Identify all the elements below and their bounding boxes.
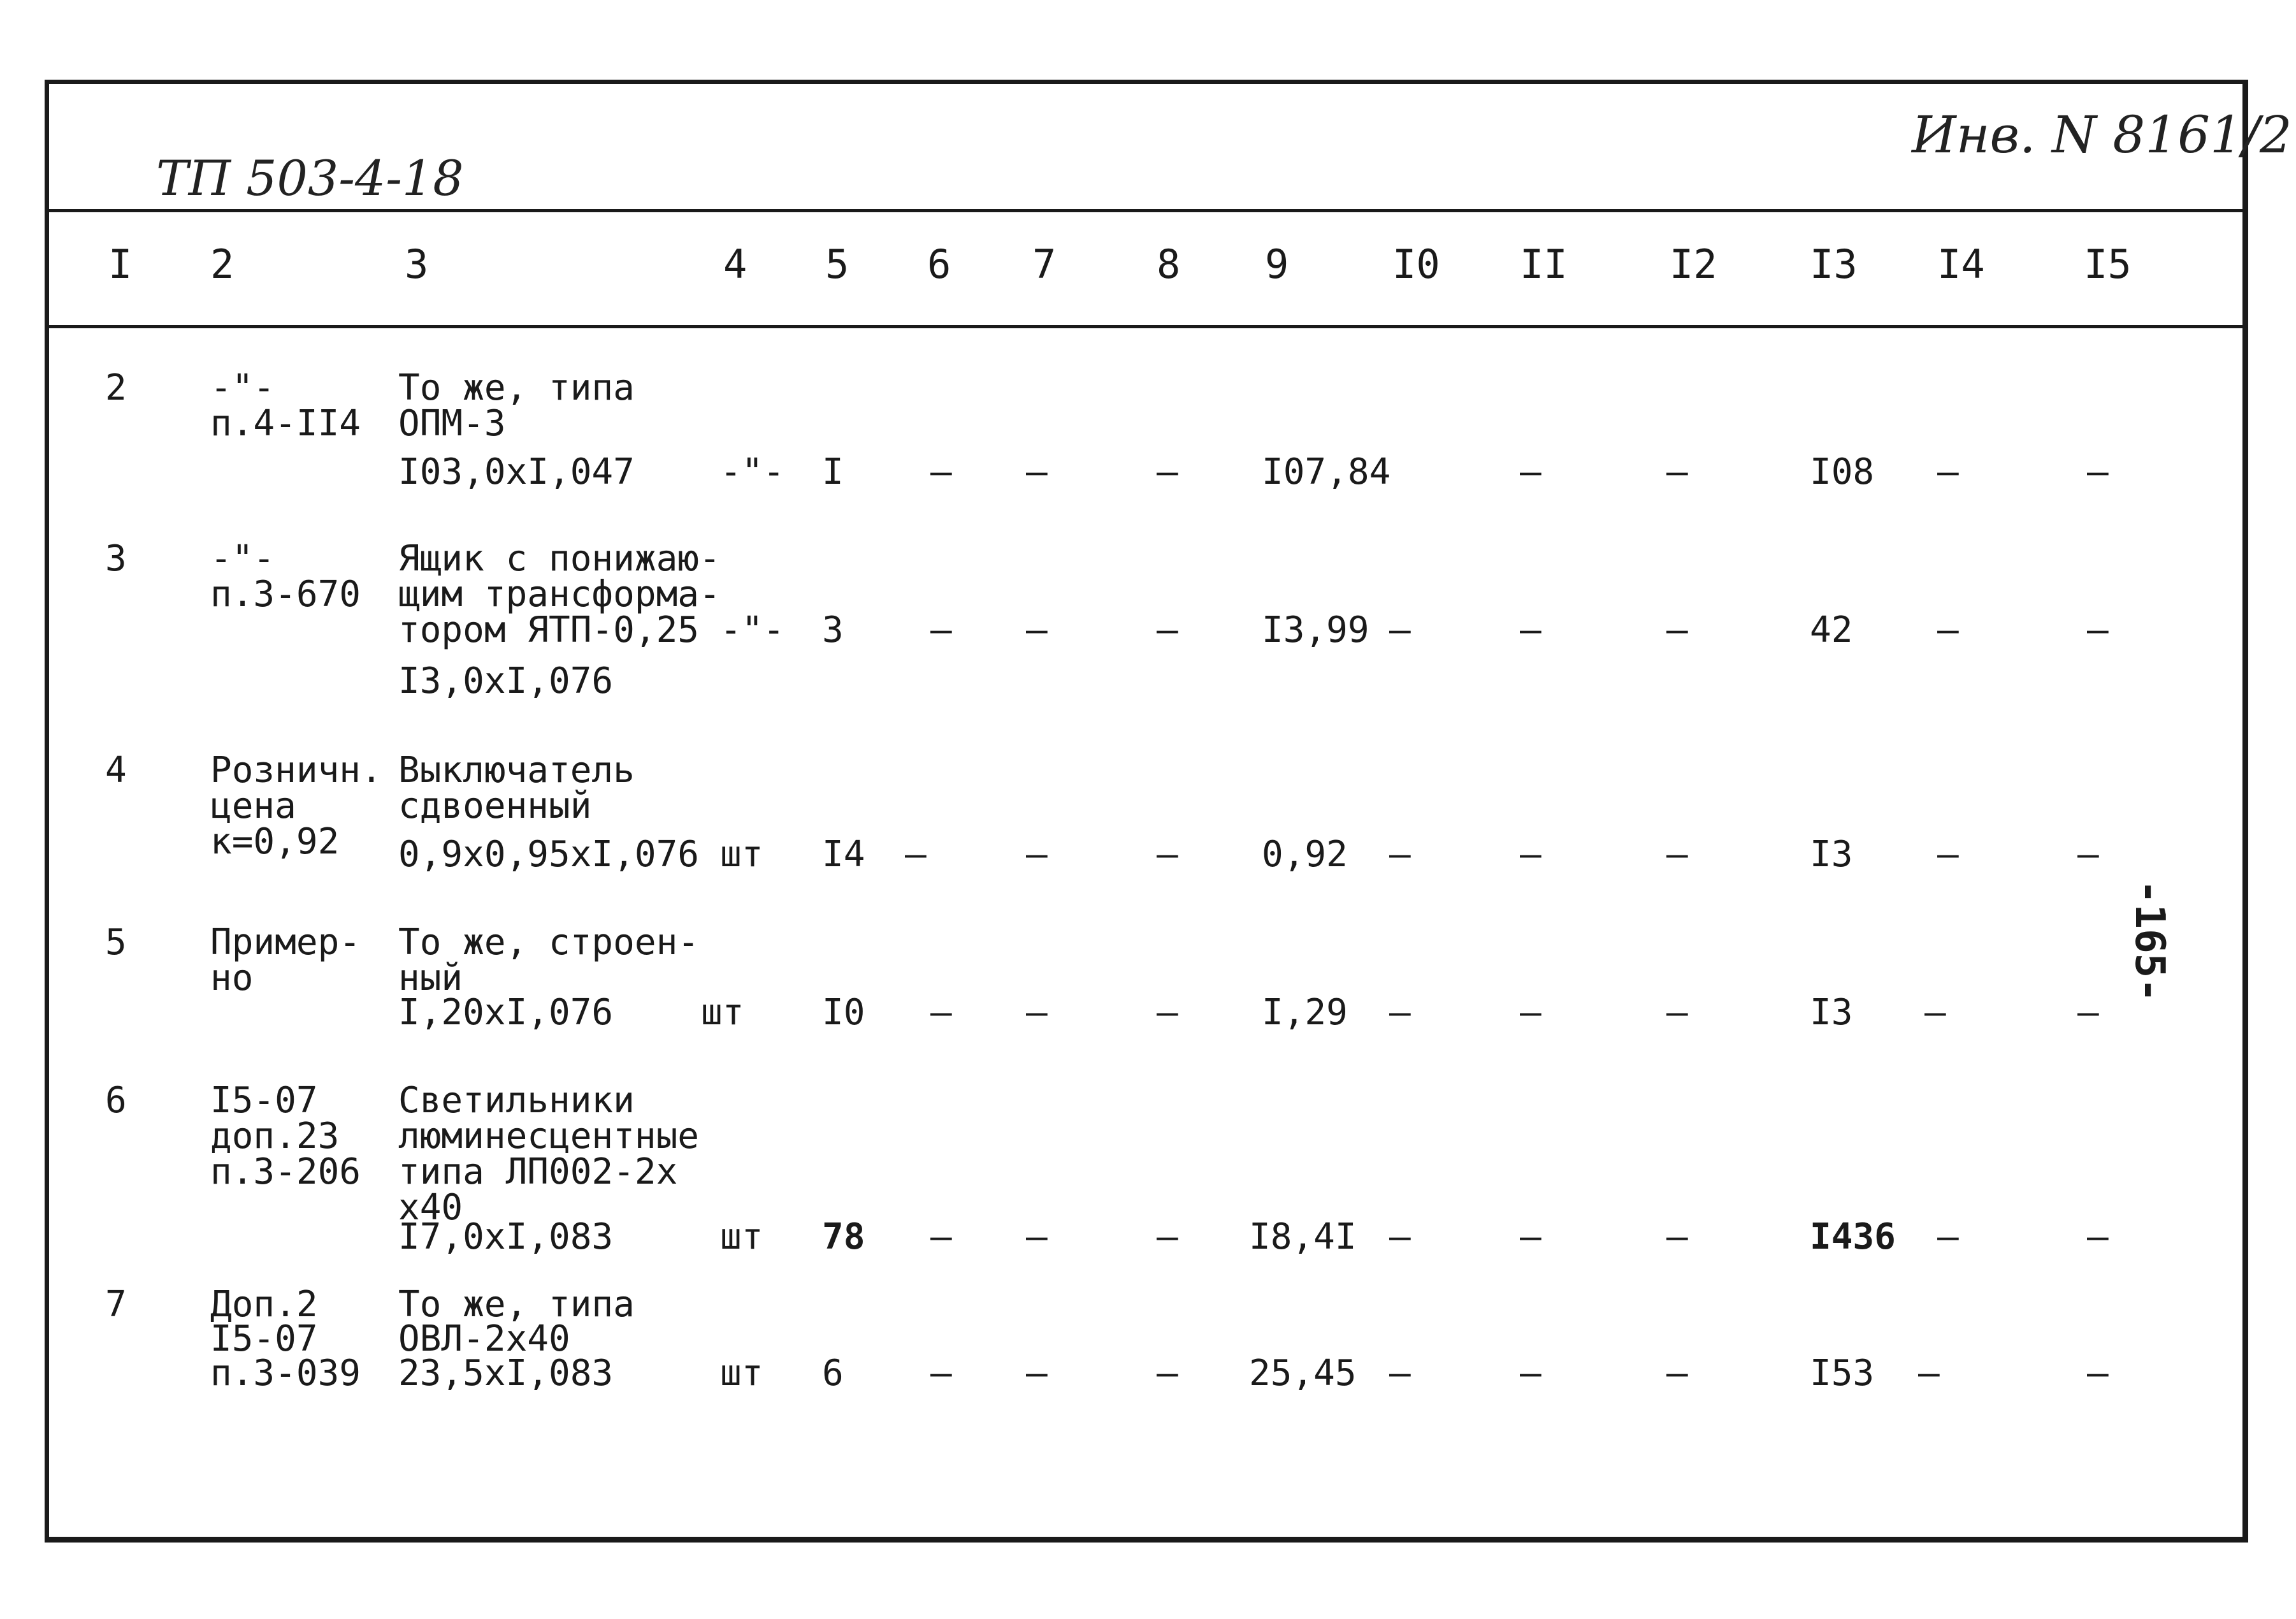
cell-col11: – (1520, 609, 1541, 651)
cell-col7: – (1026, 992, 1048, 1033)
calc-formula: I3,0xI,076 (398, 660, 614, 702)
quantity: 6 (822, 1353, 844, 1394)
cell-col6: – (930, 609, 952, 651)
desc-line: Выключатель (398, 750, 635, 791)
unit: шт (720, 1216, 763, 1258)
desc-line: ОВЛ-2х40 (398, 1318, 570, 1360)
column-header: 3 (405, 241, 429, 287)
code-line: Доп.2 (210, 1284, 318, 1325)
cell-col6: – (930, 451, 952, 493)
row-number: 7 (105, 1284, 127, 1325)
quantity: 78 (822, 1216, 865, 1258)
cell-col8: – (1157, 834, 1178, 875)
desc-line: ный (398, 957, 463, 999)
cell-col9: I07,84 (1262, 451, 1391, 493)
column-header: I0 (1392, 241, 1440, 287)
code-line: п.4-II4 (210, 403, 361, 444)
column-header: 8 (1157, 241, 1181, 287)
column-header: 5 (825, 241, 849, 287)
cell-col11: – (1520, 834, 1541, 875)
cell-col10: – (1389, 992, 1411, 1033)
column-header: 4 (723, 241, 747, 287)
calc-formula: 0,9x0,95xI,076 (398, 834, 700, 875)
code-line: Пример- (210, 922, 361, 963)
cell-col6: – (930, 1353, 952, 1394)
quantity: I (822, 451, 844, 493)
cell-col9: I8,4I (1249, 1216, 1357, 1258)
column-header: I5 (2084, 241, 2132, 287)
cell-col15: – (2087, 1353, 2109, 1394)
cell-col13: I3 (1810, 834, 1853, 875)
cell-col11: – (1520, 1353, 1541, 1394)
header-top-rule (45, 209, 2248, 212)
cell-col12: – (1666, 1216, 1688, 1258)
row-number: 4 (105, 750, 127, 791)
desc-line: Ящик с понижаю- (398, 538, 721, 579)
cell-col8: – (1157, 1353, 1178, 1394)
cell-col14: – (1937, 1216, 1959, 1258)
desc-line: Светильники (398, 1080, 635, 1121)
calc-formula: I,20xI,076 (398, 992, 614, 1033)
cell-col13: I3 (1810, 992, 1853, 1033)
desc-line: тором ЯТП-0,25 (398, 609, 700, 651)
cell-col15: – (2087, 1216, 2109, 1258)
calc-formula: I7,0xI,083 (398, 1216, 614, 1258)
desc-line: щим трансформа- (398, 574, 721, 615)
cell-col11: – (1520, 451, 1541, 493)
code-line: цена (210, 785, 296, 827)
cell-col7: – (1026, 1216, 1048, 1258)
column-header: II (1520, 241, 1568, 287)
cell-col6: – (930, 1216, 952, 1258)
cell-col14: – (1937, 609, 1959, 651)
cell-col12: – (1666, 451, 1688, 493)
cell-col7: – (1026, 451, 1048, 493)
cell-col10: – (1389, 834, 1411, 875)
cell-col14: – (1937, 834, 1959, 875)
unit: шт (720, 1353, 763, 1394)
cell-col8: – (1157, 1216, 1178, 1258)
cell-col9: 25,45 (1249, 1353, 1357, 1394)
cell-col14: – (1937, 451, 1959, 493)
cell-col6: – (930, 992, 952, 1033)
code-line: I5-07 (210, 1080, 318, 1121)
cell-col12: – (1666, 992, 1688, 1033)
page-number: -165- (2126, 880, 2173, 1003)
code-line: -"- (210, 367, 275, 409)
quantity: I4 (822, 834, 865, 875)
cell-col10: – (1389, 1216, 1411, 1258)
cell-col8: – (1157, 992, 1178, 1033)
inventory-number: Инв. N 8161/2 (1912, 105, 2292, 164)
unit: -"- (720, 609, 785, 651)
cell-col15: – (2077, 992, 2099, 1033)
column-header: I4 (1937, 241, 1985, 287)
code-line: п.3-670 (210, 574, 361, 615)
code-line: п.3-206 (210, 1151, 361, 1193)
column-header: I2 (1670, 241, 1717, 287)
cell-col14: – (1924, 992, 1946, 1033)
cell-col13: I08 (1810, 451, 1875, 493)
desc-line: люминесцентные (398, 1115, 700, 1157)
code-line: Розничн. (210, 750, 382, 791)
cell-col8: – (1157, 609, 1178, 651)
calc-formula: 23,5xI,083 (398, 1353, 614, 1394)
cell-col7: – (1026, 1353, 1048, 1394)
cell-col13: I53 (1810, 1353, 1875, 1394)
column-header: 2 (210, 241, 235, 287)
desc-line: ОПМ-3 (398, 403, 506, 444)
desc-line: сдвоенный (398, 785, 592, 827)
doc-code: ТП 503-4-18 (156, 150, 464, 207)
row-number: 5 (105, 922, 127, 963)
cell-col10: – (1389, 1353, 1411, 1394)
code-line: но (210, 957, 254, 999)
cell-col12: – (1666, 609, 1688, 651)
cell-col12: – (1666, 1353, 1688, 1394)
code-line: к=0,92 (210, 821, 340, 862)
column-header: 6 (927, 241, 951, 287)
cell-col13: 42 (1810, 609, 1853, 651)
cell-col10: – (1389, 609, 1411, 651)
table-frame (45, 80, 2248, 1543)
column-header: I3 (1810, 241, 1858, 287)
cell-col9: I,29 (1262, 992, 1348, 1033)
unit: шт (720, 834, 763, 875)
quantity: 3 (822, 609, 844, 651)
quantity: I0 (822, 992, 865, 1033)
code-line: I5-07 (210, 1318, 318, 1360)
cell-col11: – (1520, 1216, 1541, 1258)
cell-col6: – (905, 834, 927, 875)
desc-line: То же, строен- (398, 922, 700, 963)
row-number: 6 (105, 1080, 127, 1121)
cell-col9: I3,99 (1262, 609, 1369, 651)
cell-col13: I436 (1810, 1216, 1896, 1258)
desc-line: х40 (398, 1187, 463, 1228)
column-header: 7 (1032, 241, 1057, 287)
desc-line: типа ЛП002-2х (398, 1151, 678, 1193)
code-line: п.3-039 (210, 1353, 361, 1394)
desc-line: То же, типа (398, 367, 635, 409)
desc-line: То же, типа (398, 1284, 635, 1325)
cell-col12: – (1666, 834, 1688, 875)
unit: шт (701, 992, 744, 1033)
cell-col15: – (2077, 834, 2099, 875)
cell-col7: – (1026, 834, 1048, 875)
unit: -"- (720, 451, 785, 493)
code-line: -"- (210, 538, 275, 579)
cell-col11: – (1520, 992, 1541, 1033)
header-bottom-rule (45, 325, 2248, 328)
column-header: I (108, 241, 133, 287)
cell-col15: – (2087, 609, 2109, 651)
row-number: 3 (105, 538, 127, 579)
column-header: 9 (1265, 241, 1289, 287)
cell-col14: – (1918, 1353, 1940, 1394)
cell-col8: – (1157, 451, 1178, 493)
code-line: доп.23 (210, 1115, 340, 1157)
cell-col15: – (2087, 451, 2109, 493)
row-number: 2 (105, 367, 127, 409)
cell-col7: – (1026, 609, 1048, 651)
cell-col9: 0,92 (1262, 834, 1348, 875)
calc-formula: I03,0xI,047 (398, 451, 635, 493)
